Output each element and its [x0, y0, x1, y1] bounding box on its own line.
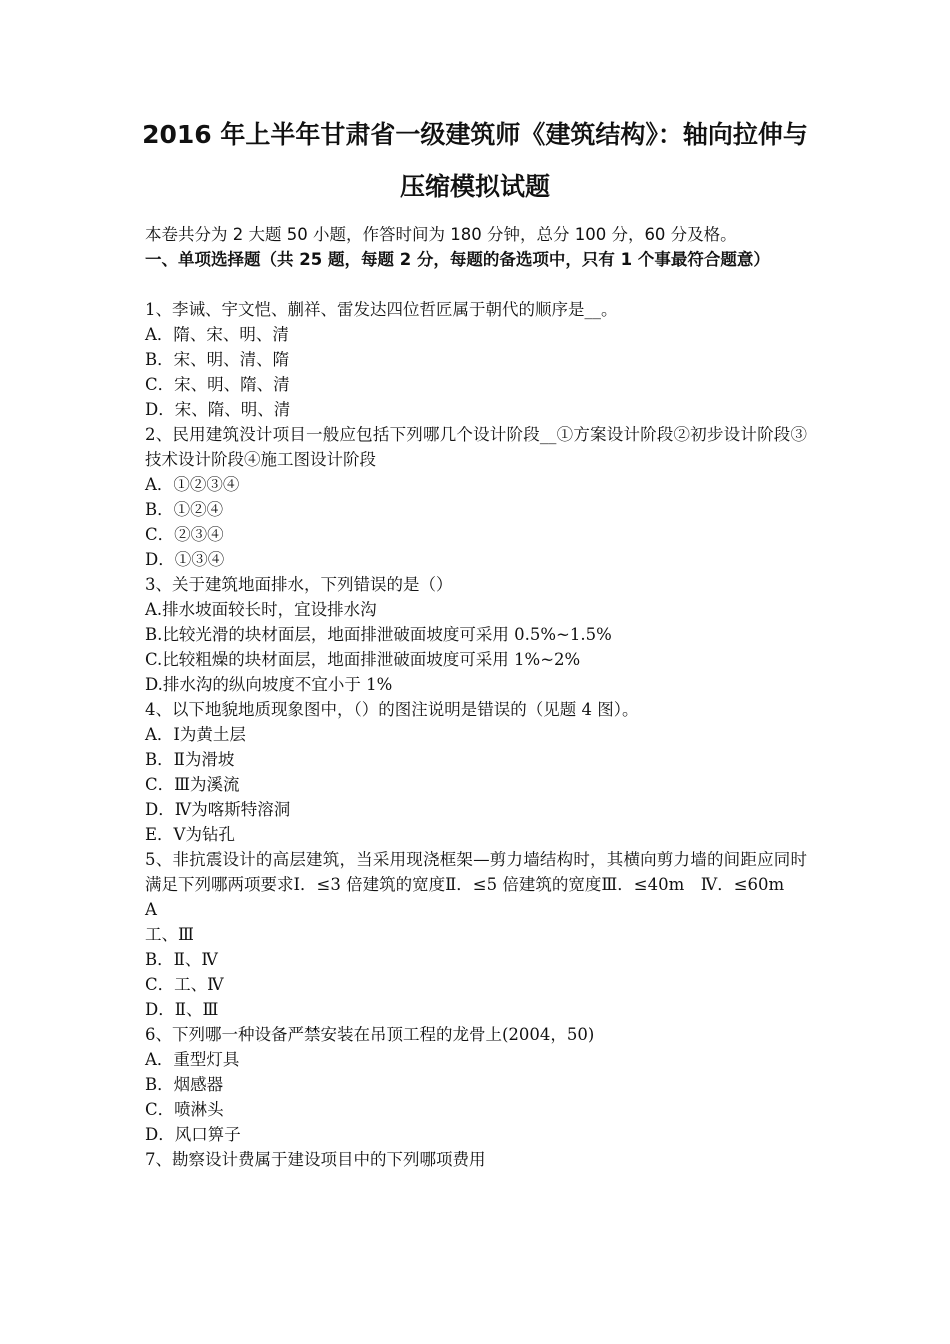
section-heading: 一、单项选择题（共 25 题，每题 2 分，每题的备选项中，只有 1 个事最符合题意） — [145, 250, 770, 269]
question-6-stem: 6、下列哪一种设备严禁安装在吊顶工程的龙骨上(2004，50) — [145, 1025, 595, 1044]
question-list — [145, 297, 807, 1172]
question-1-stem: 1、李诫、宇文恺、蒯祥、雷发达四位哲匠属于朝代的顺序是__。 — [145, 300, 618, 319]
question-4-option-a: A．Ⅰ为黄土层 — [145, 725, 246, 744]
question-3-option-a: A.排水坡面较长时，宜设排水沟 — [145, 600, 377, 619]
question-4-option-d: D．Ⅳ为喀斯特溶洞 — [145, 800, 291, 819]
document-title-line2: 压缩模拟试题 — [399, 172, 550, 201]
question-1-option-d: D．宋、隋、明、清 — [145, 400, 291, 419]
question-2-option-c: C．②③④ — [145, 525, 224, 544]
question-4-option-b: B．Ⅱ为滑坡 — [145, 750, 235, 769]
question-7-stem: 7、勘察设计费属于建设项目中的下列哪项费用 — [145, 1150, 486, 1169]
question-4-option-c: C．Ⅲ为溪流 — [145, 775, 240, 794]
question-6-option-c: C．喷淋头 — [145, 1100, 224, 1119]
question-1-option-a: A．隋、宋、明、清 — [145, 325, 289, 344]
question-5-option-a-text: 工、Ⅲ — [145, 925, 194, 944]
question-2-option-a: A．①②③④ — [145, 475, 240, 494]
question-3-option-d: D.排水沟的纵向坡度不宜小于 1% — [145, 675, 393, 694]
question-6-option-a: A．重型灯具 — [145, 1050, 240, 1069]
question-3-stem: 3、关于建筑地面排水，下列错误的是（） — [145, 575, 453, 594]
question-2-option-d: D．①③④ — [145, 550, 225, 569]
question-4-stem: 4、以下地貌地质现象图中，（）的图注说明是错误的（见题 4 图）。 — [145, 700, 639, 719]
question-6-option-b: B．烟感器 — [145, 1075, 224, 1094]
question-5-option-d: D．Ⅱ、Ⅲ — [145, 1000, 219, 1019]
question-5-stem: 5、非抗震设计的高层建筑，当采用现浇框架—剪力墙结构时，其横向剪力墙的间距应同时满足下列哪两项要求Ⅰ．≤3 倍建筑的宽度Ⅱ．≤5 倍建筑的宽度Ⅲ．≤40m Ⅳ．≤60m — [145, 850, 807, 894]
question-1-option-c: C．宋、明、隋、清 — [145, 375, 290, 394]
question-1-option-b: B．宋、明、清、隋 — [145, 350, 290, 369]
question-2-stem: 2、民用建筑没计项目一般应包括下列哪几个设计阶段__①方案设计阶段②初步设计阶段③技术设计阶段④施工图设计阶段 — [145, 425, 807, 469]
question-5-option-a: A — [145, 900, 157, 919]
question-3-option-b: B.比较光滑的块材面层，地面排泄破面坡度可采用 0.5%~1.5% — [145, 625, 612, 644]
question-2-option-b: B．①②④ — [145, 500, 224, 519]
question-5-option-c: C．工、Ⅳ — [145, 975, 224, 994]
question-4-option-e: E．Ⅴ为钻孔 — [145, 825, 235, 844]
document-title-line1: 2016 年上半年甘肃省一级建筑师《建筑结构》：轴向拉伸与 — [142, 120, 808, 149]
exam-intro: 本卷共分为 2 大题 50 小题，作答时间为 180 分钟，总分 100 分，60 分及格。 — [145, 225, 737, 244]
question-5-option-b: B．Ⅱ、Ⅳ — [145, 950, 218, 969]
question-3-option-c: C.比较粗燥的块材面层，地面排泄破面坡度可采用 1%~2% — [145, 650, 581, 669]
question-6-option-d: D．风口箅子 — [145, 1125, 241, 1144]
